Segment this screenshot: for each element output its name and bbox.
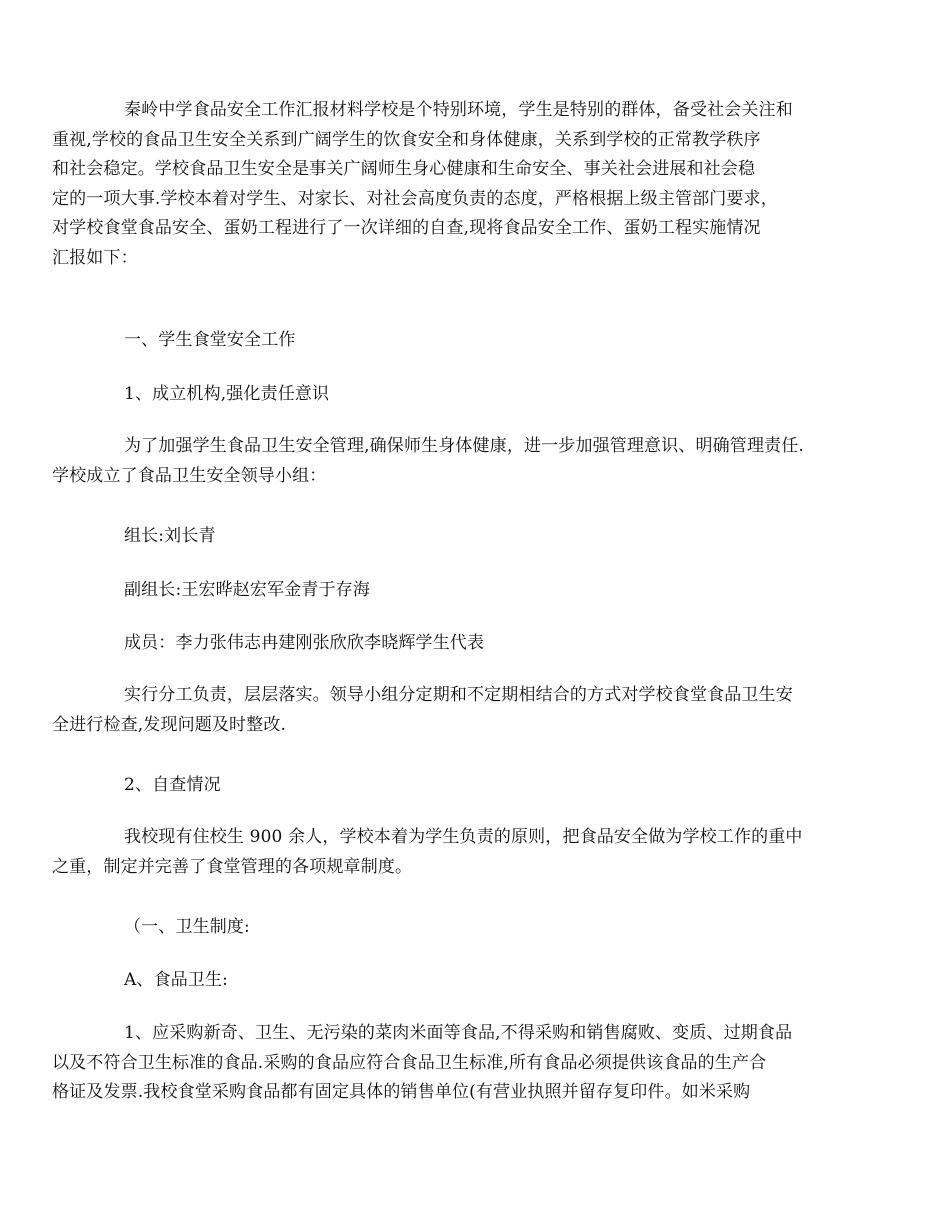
text-line: A、食品卫生: (124, 970, 229, 990)
text-line: 秦岭中学食品安全工作汇报材料学校是个特别环境，学生是特别的群体，备受社会关注和 (124, 100, 793, 120)
text-line: 1、应采购新奇、卫生、无污染的菜肉米面等食品,不得采购和销售腐败、变质、过期食品 (124, 1023, 793, 1043)
section-heading-canteen-safety (88, 326, 868, 356)
text-line: 和社会稳定。学校食品卫生安全是事关广阔师生身心健康和生命安全、事关社会进展和社会稳 (52, 159, 756, 179)
team-members (88, 629, 868, 659)
subheading-organization (88, 380, 868, 410)
intro-paragraph (52, 96, 868, 273)
text-line: 实行分工负责，层层落实。领导小组分定期和不定期相结合的方式对学校食堂食品卫生安 (124, 685, 793, 705)
text-line: 一、学生食堂安全工作 (124, 330, 296, 350)
deputy-leaders (88, 576, 868, 606)
text-line: 之重，制定并完善了食堂管理的各项规章制度。 (52, 856, 413, 877)
text-line: 我校现有住校生 900 余人，学校本着为学生负责的原则，把食品安全做为学校工作的重中 (124, 827, 803, 847)
text-line: 成员：李力张伟志冉建刚张欣欣李晓辉学生代表 (124, 633, 485, 653)
text-line: 以及不符合卫生标准的食品.采购的食品应符合食品卫生标准,所有食品必须提供该食品的生产合 (52, 1052, 767, 1073)
team-leader (88, 522, 868, 552)
self-inspection-paragraph (52, 823, 868, 882)
text-line: 重视,学校的食品卫生安全关系到广阔学生的饮食安全和身体健康，关系到学校的正常教学秩序 (52, 129, 761, 150)
text-line: 为了加强学生食品卫生安全管理,确保师生身体健康，进一步加强管理意识、明确管理责任. (124, 436, 804, 456)
food-hygiene-paragraph (52, 1019, 868, 1108)
text-line: 组长:刘长青 (124, 526, 216, 546)
text-line: 定的一项大事.学校本着对学生、对家长、对社会高度负责的态度，严格根据上级主管部门要求， (52, 188, 778, 209)
text-line: 格证及发票.我校食堂采购食品都有固定具体的销售单位(有营业执照并留存复印件。如米采购 (52, 1082, 751, 1102)
text-line: 汇报如下： (52, 247, 138, 268)
subheading-hygiene-rules (88, 913, 868, 943)
text-line: 副组长:王宏晔赵宏军金青于存海 (124, 580, 370, 600)
text-line: 2、自查情况 (124, 775, 221, 795)
subheading-self-inspection (88, 771, 868, 801)
subheading-food-hygiene (88, 966, 868, 996)
text-line: 1、成立机构,强化责任意识 (124, 384, 330, 404)
text-line: 对学校食堂食品安全、蛋奶工程进行了一次详细的自查,现将食品安全工作、蛋奶工程实施情况 (52, 218, 761, 238)
responsibility-paragraph (52, 681, 868, 740)
text-line: 学校成立了食品卫生安全领导小组： (52, 465, 327, 486)
text-line: 全进行检查,发现问题及时整改. (52, 714, 287, 735)
organization-paragraph (52, 432, 868, 491)
text-line: （一、卫生制度: (124, 917, 250, 937)
